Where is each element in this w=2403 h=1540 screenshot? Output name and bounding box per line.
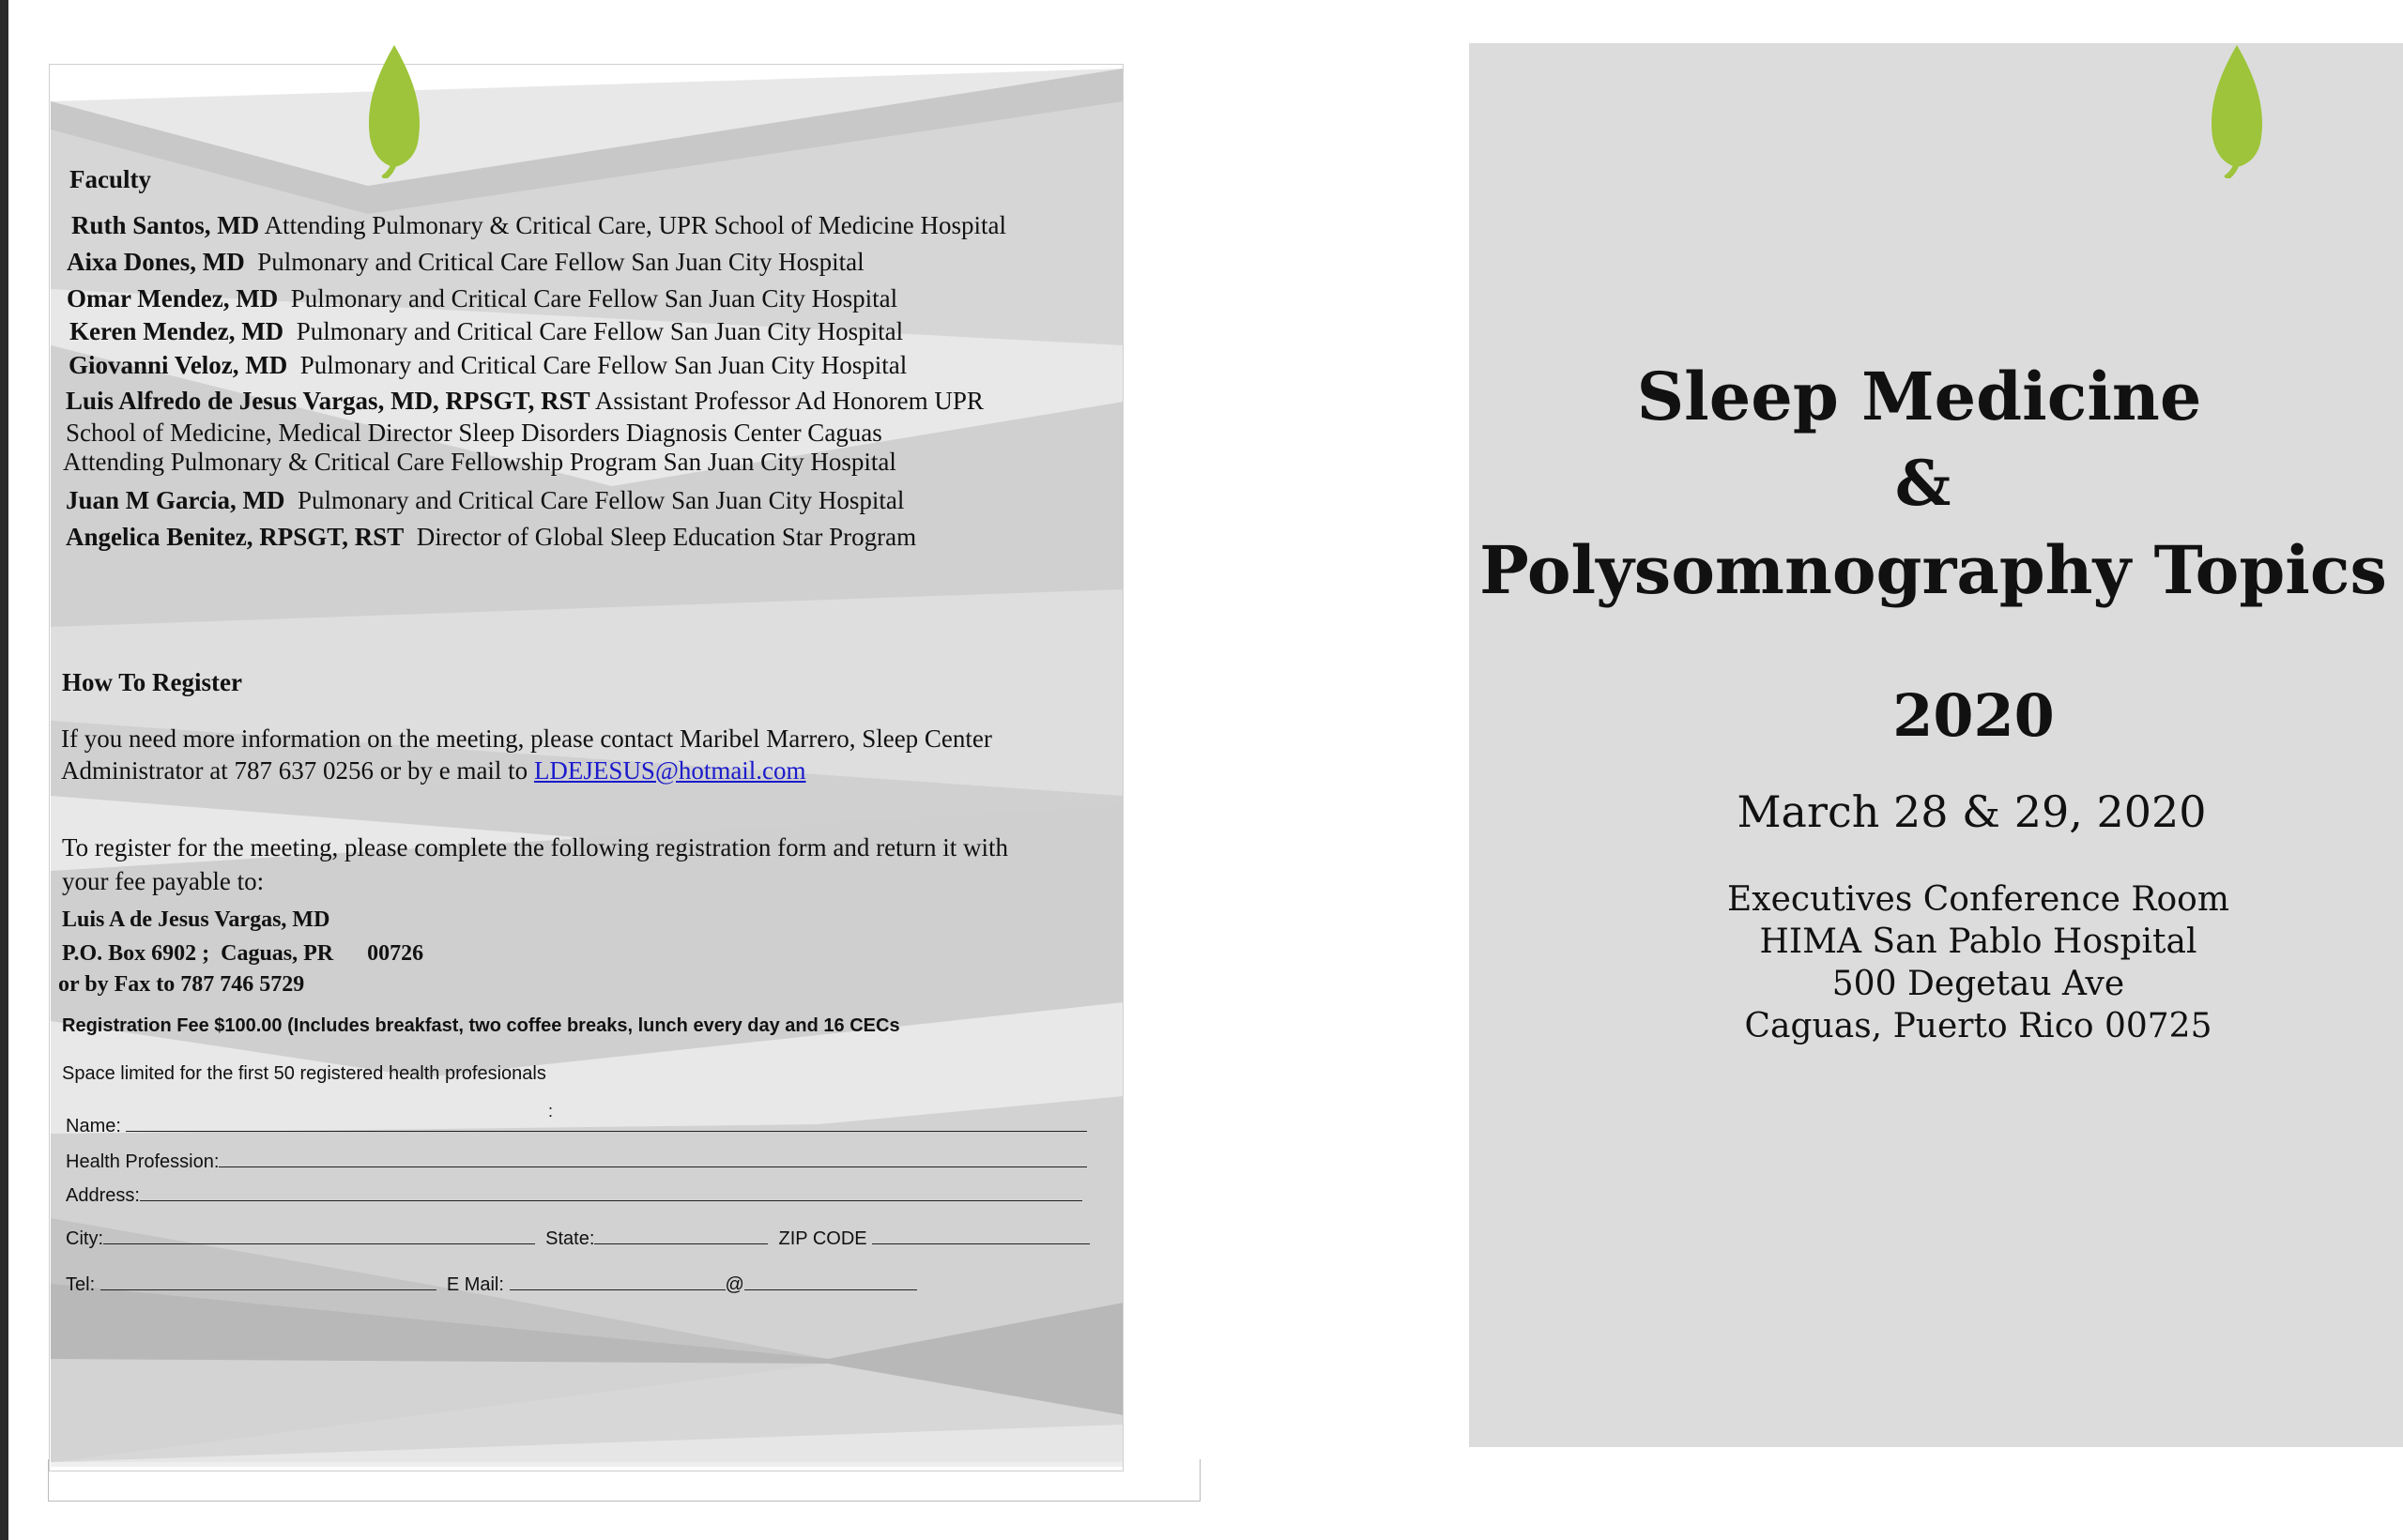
faculty-name: Aixa Dones, MD <box>67 248 245 276</box>
register-instructions: your fee payable to: <box>62 867 265 895</box>
faculty-heading: Faculty <box>69 165 151 193</box>
faculty-name: Keren Mendez, MD <box>69 317 284 345</box>
leaf-icon <box>2207 43 2267 178</box>
faculty-role: Director of Global Sleep Education Star Program <box>416 523 917 551</box>
faculty-role: Assistant Professor Ad Honorem UPR <box>594 387 984 415</box>
faculty-role: Pulmonary and Critical Care Fellow San Juan City Hospital <box>290 284 898 313</box>
form-row-profession <box>66 1150 1087 1173</box>
email-link[interactable]: LDEJESUS@hotmail.com <box>533 756 806 785</box>
faculty-row <box>69 350 907 380</box>
faculty-role: Pulmonary and Critical Care Fellow San Juan City Hospital <box>257 248 865 276</box>
faculty-row <box>66 522 916 552</box>
email-label: E Mail: <box>446 1274 504 1295</box>
faculty-name: Giovanni Veloz, MD <box>69 351 288 379</box>
name-label: Name: <box>66 1116 121 1136</box>
form-row-address <box>66 1183 1082 1207</box>
faculty-row <box>71 210 1006 240</box>
zip-label: ZIP CODE <box>778 1228 867 1249</box>
registration-fee: Registration Fee $100.00 (Includes breakfast, two coffee breaks, lunch every day and 16 CECs <box>62 1015 900 1036</box>
cover-year: 2020 <box>1892 681 2055 750</box>
leaf-icon <box>364 43 424 178</box>
tel-label: Tel: <box>66 1274 96 1295</box>
venue-room: Executives Conference Room <box>1726 880 2229 919</box>
venue-city: Caguas, Puerto Rico 00725 <box>1744 1007 2212 1045</box>
faculty-row <box>67 247 865 277</box>
address-label: Address: <box>66 1185 140 1206</box>
venue-hospital: HIMA San Pablo Hospital <box>1759 922 2197 961</box>
faculty-name: Juan M Garcia, MD <box>66 486 285 514</box>
window-edge <box>0 0 8 1540</box>
faculty-name: Ruth Santos, MD <box>71 211 260 239</box>
faculty-row <box>66 386 984 416</box>
form-row-contact <box>66 1273 917 1296</box>
register-info: If you need more information on the meeting, please contact Maribel Marrero, Sleep Center <box>61 724 992 753</box>
email-user-field[interactable] <box>510 1273 726 1290</box>
register-heading: How To Register <box>62 668 242 696</box>
space-note: Space limited for the first 50 registered health profesionals <box>62 1063 546 1084</box>
brochure-cover-page <box>1469 43 2403 1447</box>
payee-address: P.O. Box 6902 ; Caguas, PR 00726 <box>62 941 424 966</box>
venue-street: 500 Degetau Ave <box>1831 965 2125 1003</box>
faculty-role: Pulmonary and Critical Care Fellow San Juan City Hospital <box>299 351 908 379</box>
name-field[interactable] <box>126 1114 1087 1132</box>
register-info: Administrator at 787 637 0256 or by e mail to LDEJESUS@hotmail.com <box>61 756 806 785</box>
city-field[interactable] <box>103 1227 535 1244</box>
zip-field[interactable] <box>872 1227 1090 1244</box>
cover-title-line1: Sleep Medicine <box>1636 358 2202 435</box>
profession-field[interactable] <box>219 1150 1087 1167</box>
faculty-role: Pulmonary and Critical Care Fellow San Juan City Hospital <box>297 486 905 514</box>
faculty-role-continued: School of Medicine, Medical Director Sleep Disorders Diagnosis Center Caguas <box>66 419 882 447</box>
faculty-row <box>67 283 897 313</box>
state-label: State: <box>545 1228 595 1249</box>
fax-number: or by Fax to 787 746 5729 <box>58 972 305 997</box>
page-frame <box>48 1459 1201 1502</box>
cover-title-ampersand: & <box>1894 447 1951 520</box>
payee-name: Luis A de Jesus Vargas, MD <box>62 907 330 932</box>
tel-field[interactable] <box>100 1273 436 1290</box>
faculty-role: Attending Pulmonary & Critical Care, UPR School of Medicine Hospital <box>264 211 1006 239</box>
address-field[interactable] <box>140 1183 1082 1201</box>
register-instructions: To register for the meeting, please complete the following registration form and return it with <box>62 833 1009 861</box>
cover-dates: March 28 & 29, 2020 <box>1737 786 2207 837</box>
faculty-role: Pulmonary and Critical Care Fellow San Juan City Hospital <box>296 317 904 345</box>
cover-title-line3: Polysomnography Topics <box>1479 531 2387 609</box>
faculty-row <box>66 485 904 515</box>
state-field[interactable] <box>594 1227 768 1244</box>
profession-label: Health Profession: <box>66 1151 220 1172</box>
city-label: City: <box>66 1228 103 1249</box>
form-row-name <box>66 1114 1087 1137</box>
faculty-name: Luis Alfredo de Jesus Vargas, MD, RPSGT, RST <box>66 387 590 415</box>
colon-mark: : <box>548 1102 554 1121</box>
faculty-role-continued: Attending Pulmonary & Critical Care Fellowship Program San Juan City Hospital <box>63 448 896 476</box>
email-domain-field[interactable] <box>744 1273 917 1290</box>
faculty-name: Angelica Benitez, RPSGT, RST <box>66 523 405 551</box>
faculty-name: Omar Mendez, MD <box>67 284 279 313</box>
at-sign: @ <box>725 1274 744 1295</box>
form-row-city <box>66 1227 1090 1250</box>
faculty-row <box>69 316 903 346</box>
